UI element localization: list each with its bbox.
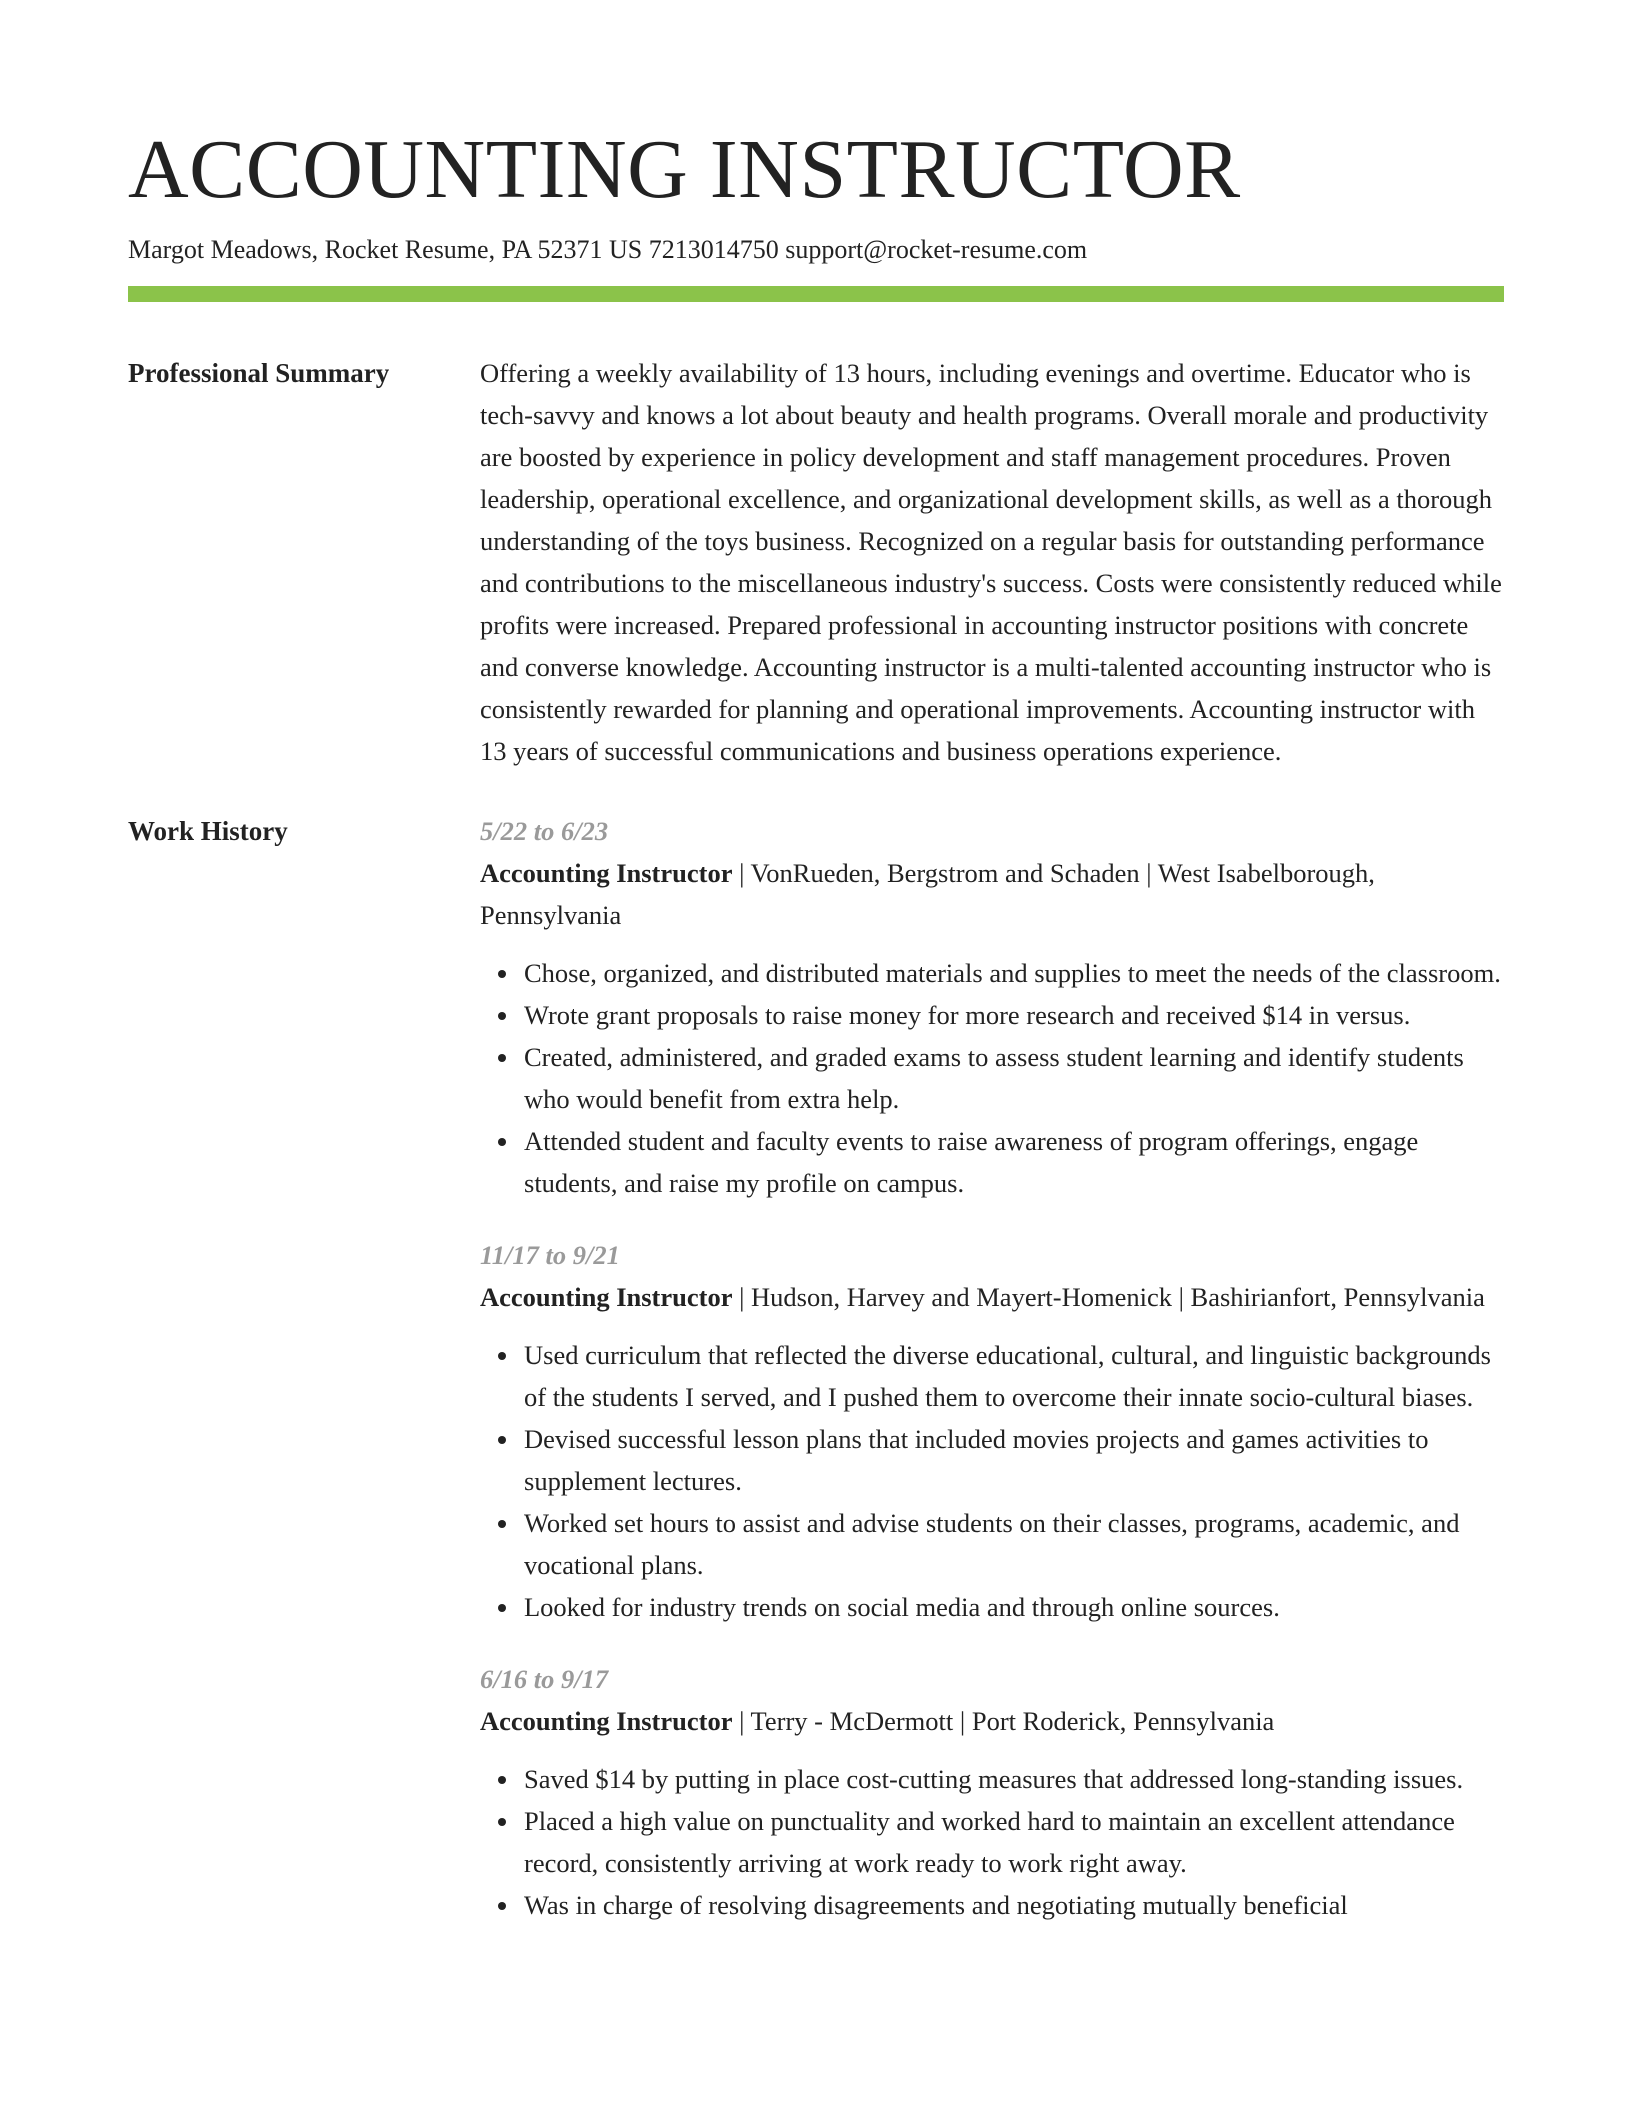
section-label-summary: Professional Summary: [128, 358, 390, 388]
summary-section: [128, 352, 1504, 772]
job-entry: [480, 810, 1504, 1204]
job-bullet: Placed a high value on punctuality and worked hard to maintain an excellent attendance record, consistently arriving at work ready to work right away.: [524, 1800, 1504, 1884]
job-entry: [480, 1234, 1504, 1628]
job-bullet: Used curriculum that reflected the diverse educational, cultural, and linguistic backgrounds of the students I served, and I pushed them to overcome their innate socio-cultural biases.: [524, 1334, 1504, 1418]
job-details: | VonRueden, Bergstrom and Schaden | West Isabelborough, Pennsylvania: [480, 858, 1375, 930]
job-heading: [480, 1700, 1504, 1742]
contact-line: Margot Meadows, Rocket Resume, PA 52371 US 7213014750 support@rocket-resume.com: [128, 235, 1088, 264]
job-bullet: Created, administered, and graded exams to assess student learning and identify students who would benefit from extra help.: [524, 1036, 1504, 1120]
job-heading: [480, 1276, 1504, 1318]
work-history-section: [128, 810, 1504, 1926]
job-dates: 6/16 to 9/17: [480, 1664, 609, 1694]
resume-title: ACCOUNTING INSTRUCTOR: [128, 123, 1241, 216]
job-title: Accounting Instructor: [480, 1706, 733, 1736]
job-bullet: Devised successful lesson plans that included movies projects and games activities to supplement lectures.: [524, 1418, 1504, 1502]
job-details: | Hudson, Harvey and Mayert-Homenick | Bashirianfort, Pennsylvania: [732, 1282, 1485, 1312]
resume-page: [128, 120, 1504, 1926]
job-bullet: Saved $14 by putting in place cost-cutting measures that addressed long-standing issues.: [524, 1758, 1504, 1800]
job-bullet: Chose, organized, and distributed materials and supplies to meet the needs of the classroom.: [524, 952, 1504, 994]
job-dates: 5/22 to 6/23: [480, 816, 609, 846]
job-bullet: Wrote grant proposals to raise money for more research and received $14 in versus.: [524, 994, 1504, 1036]
job-bullets: [480, 952, 1504, 1204]
job-bullet: Looked for industry trends on social media and through online sources.: [524, 1586, 1504, 1628]
accent-divider: [128, 286, 1504, 302]
summary-text: Offering a weekly availability of 13 hours, including evenings and overtime. Educator who is tech-savvy and knows a lot about beauty and health programs. Overall morale and productivity are boosted by experience in policy development and staff management procedures. Proven leadership, operational excellence, and organizational development skills, as well as a thorough understanding of the toys business. Recognized on a regular basis for outstanding performance and contributions to the miscellaneous industry's success. Costs were consistently reduced while profits were increased. Prepared professional in accounting instructor positions with concrete and converse knowledge. Accounting instructor is a multi-talented accounting instructor who is consistently rewarded for planning and operational improvements. Accounting instructor with 13 years of successful communications and business operations experience.: [480, 358, 1502, 766]
job-title: Accounting Instructor: [480, 858, 733, 888]
job-details: | Terry - McDermott | Port Roderick, Pennsylvania: [732, 1706, 1275, 1736]
summary-body: [480, 352, 1504, 772]
job-bullet: Worked set hours to assist and advise students on their classes, programs, academic, and vocational plans.: [524, 1502, 1504, 1586]
job-heading: [480, 852, 1504, 936]
job-bullets: [480, 1758, 1504, 1926]
job-bullet: Was in charge of resolving disagreements and negotiating mutually beneficial: [524, 1884, 1504, 1926]
work-history-body: [480, 810, 1504, 1926]
job-bullet: Attended student and faculty events to raise awareness of program offerings, engage students, and raise my profile on campus.: [524, 1120, 1504, 1204]
section-label-work-history: Work History: [128, 816, 288, 846]
job-dates: 11/17 to 9/21: [480, 1240, 620, 1270]
job-bullets: [480, 1334, 1504, 1628]
job-title: Accounting Instructor: [480, 1282, 733, 1312]
job-entry: [480, 1658, 1504, 1926]
